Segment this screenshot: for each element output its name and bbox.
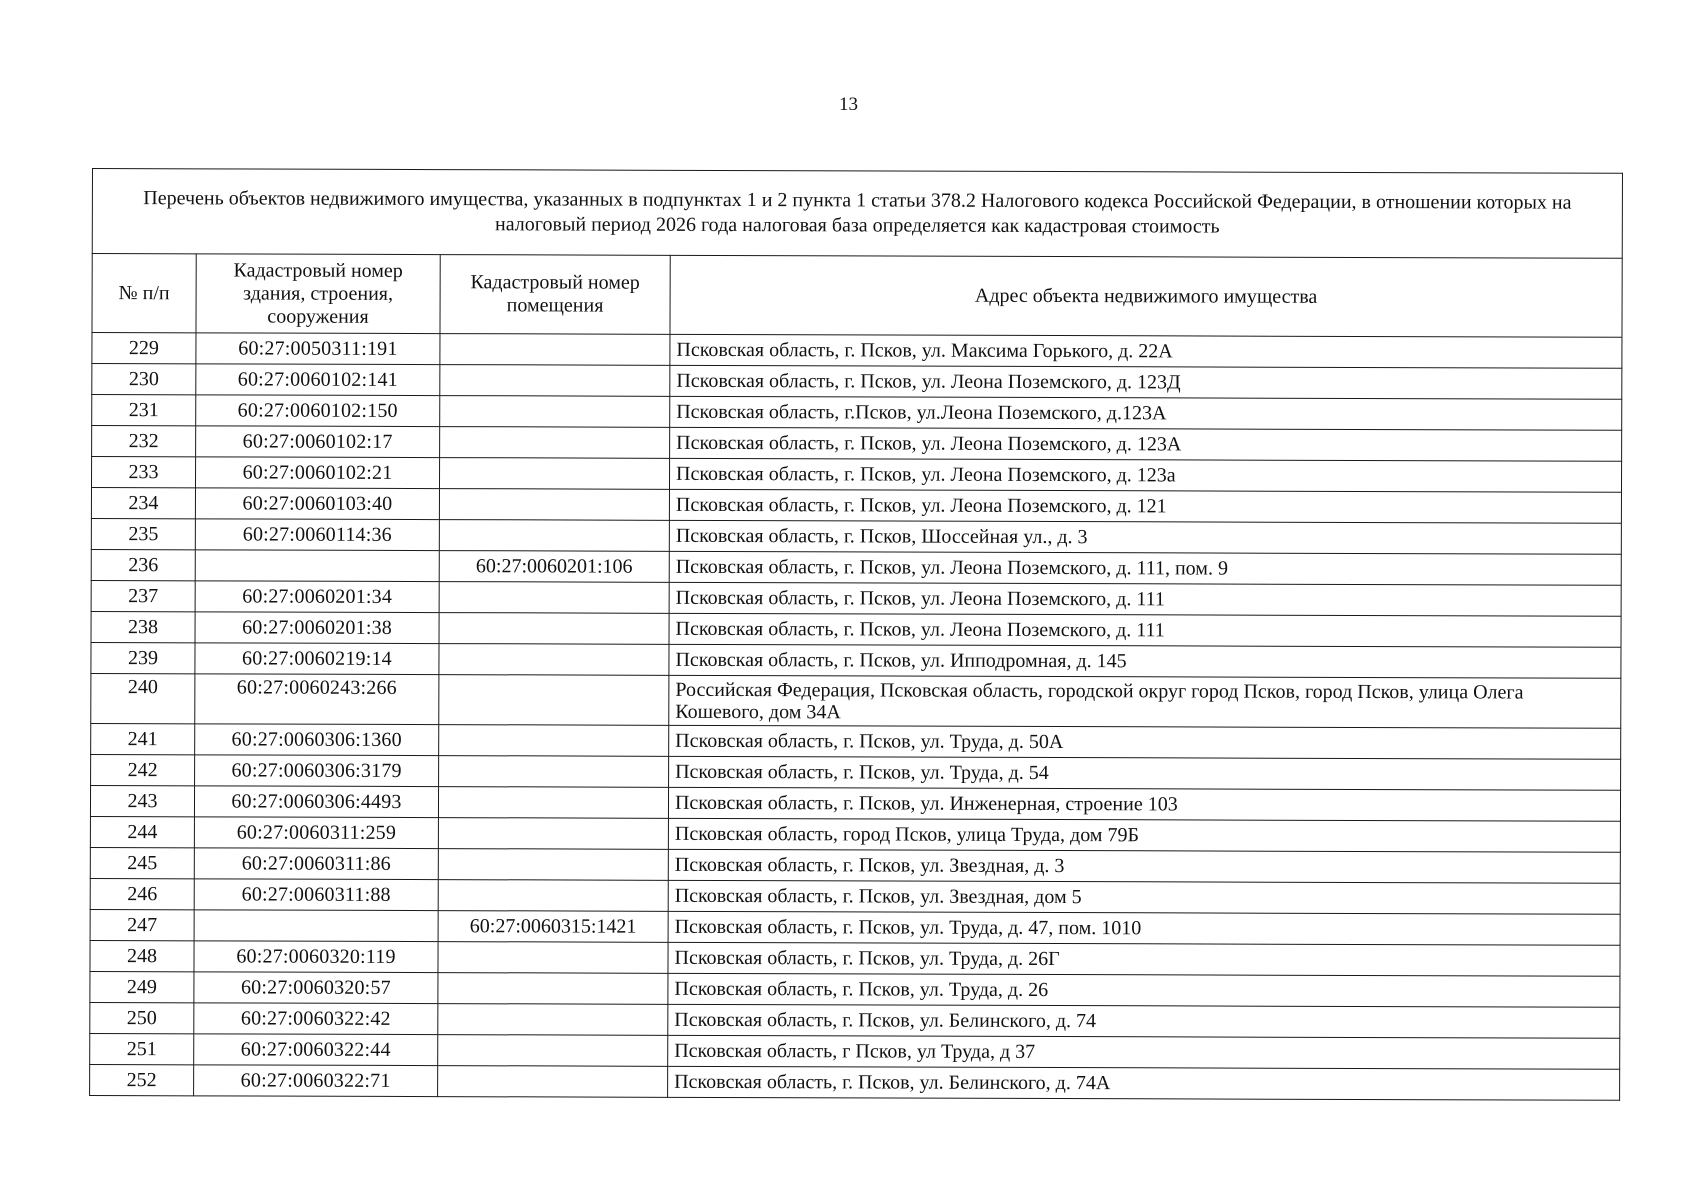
building-cadastral-cell: 60:27:0060114:36 (195, 519, 439, 551)
address-cell: Псковская область, г. Псков, ул. Максима Горького, д. 22А (670, 334, 1622, 368)
address-cell: Псковская область, г. Псков, ул. Труда, д. 54 (669, 756, 1621, 790)
room-cadastral-cell (439, 458, 669, 490)
table-row (92, 333, 1622, 369)
building-cadastral-cell: 60:27:0060311:259 (194, 817, 438, 849)
table-row (90, 1064, 1620, 1100)
room-cadastral-cell (440, 334, 670, 366)
building-cadastral-cell: 60:27:0060102:17 (196, 426, 440, 458)
row-number-cell: 242 (91, 754, 195, 785)
room-cadastral-cell (438, 973, 668, 1005)
room-cadastral-cell (440, 365, 670, 397)
address-cell: Псковская область, г. Псков, ул. Леона Поземского, д. 111 (669, 582, 1621, 616)
page-number: 13 (839, 94, 858, 115)
building-cadastral-cell: 60:27:0060103:40 (195, 488, 439, 520)
room-cadastral-cell: 60:27:0060315:1421 (438, 911, 668, 943)
address-cell: Псковская область, г. Псков, ул. Белинского, д. 74А (668, 1066, 1620, 1100)
property-registry-table (89, 168, 1623, 1101)
room-cadastral-cell (438, 1004, 668, 1036)
row-number-cell: 230 (92, 364, 196, 395)
row-number-cell: 245 (90, 847, 194, 878)
table-row (90, 971, 1620, 1007)
room-cadastral-cell (440, 427, 670, 459)
table-row (92, 395, 1622, 431)
table-row (91, 673, 1621, 728)
table-row (91, 611, 1621, 647)
row-number-cell: 247 (90, 909, 194, 940)
table-row (90, 847, 1620, 883)
room-cadastral-cell: 60:27:0060201:106 (439, 551, 669, 583)
building-cadastral-cell: 60:27:0060320:119 (194, 941, 438, 973)
room-cadastral-cell (438, 1066, 668, 1098)
building-cadastral-cell: 60:27:0060306:4493 (194, 786, 438, 818)
table-row (91, 488, 1621, 524)
address-cell: Псковская область, г. Псков, Шоссейная ул., д. 3 (669, 520, 1621, 554)
room-cadastral-cell (438, 1035, 668, 1067)
row-number-cell: 231 (92, 395, 196, 426)
address-cell: Псковская область, г.Псков, ул.Леона Поземского, д.123А (670, 396, 1622, 430)
address-cell: Псковская область, г. Псков, ул. Труда, д. 50А (669, 725, 1621, 759)
address-cell: Псковская область, г. Псков, ул. Леона Поземского, д. 111, пом. 9 (669, 551, 1621, 585)
building-cadastral-cell: 60:27:0060311:86 (194, 848, 438, 880)
row-number-cell: 252 (90, 1064, 194, 1095)
building-cadastral-cell: 60:27:0060322:71 (194, 1065, 438, 1097)
address-cell: Псковская область, г. Псков, ул. Звездная, д. 3 (668, 849, 1620, 883)
table-row (90, 878, 1620, 914)
address-cell: Псковская область, г. Псков, ул. Леона Поземского, д. 123А (670, 427, 1622, 461)
address-cell: Псковская область, г. Псков, ул. Звездная, дом 5 (668, 880, 1620, 914)
table-row (90, 909, 1620, 945)
address-cell: Псковская область, г. Псков, ул. Леона Поземского, д. 111 (669, 613, 1621, 647)
address-cell: Псковская область, г. Псков, ул. Инженерная, строение 103 (668, 787, 1620, 821)
building-cadastral-cell: 60:27:0060102:150 (196, 395, 440, 427)
building-cadastral-cell: 60:27:0060102:141 (196, 364, 440, 396)
address-cell: Псковская область, г. Псков, ул. Белинского, д. 74 (668, 1004, 1620, 1038)
table-row (92, 426, 1622, 462)
building-cadastral-cell: 60:27:0060243:266 (195, 674, 439, 725)
room-cadastral-cell (439, 725, 669, 757)
room-cadastral-cell (439, 582, 669, 614)
room-cadastral-cell (439, 613, 669, 645)
table-row (91, 723, 1621, 759)
table-row (91, 642, 1621, 678)
row-number-cell: 244 (90, 816, 194, 847)
address-cell: Псковская область, г. Псков, ул. Ипподромная, д. 145 (669, 644, 1621, 678)
room-cadastral-cell (439, 520, 669, 552)
building-cadastral-cell: 60:27:0060102:21 (195, 457, 439, 489)
row-number-cell: 243 (90, 785, 194, 816)
room-cadastral-cell (438, 880, 668, 912)
row-number-cell: 250 (90, 1002, 194, 1033)
table-row (90, 1033, 1620, 1069)
row-number-cell: 232 (92, 426, 196, 457)
table-title: Перечень объектов недвижимого имущества, указанных в подпунктах 1 и 2 пункта 1 статьи 378.2 Налогового кодекса Российской Федерации, в отношении которых на налоговый период 2026 года налоговая база определяется как кадастровая стоимость (92, 169, 1622, 259)
table-row (91, 580, 1621, 616)
table-row (92, 364, 1622, 400)
table-row (91, 549, 1621, 585)
table-row (90, 816, 1620, 852)
building-cadastral-cell: 60:27:0050311:191 (196, 333, 440, 365)
room-cadastral-cell (439, 644, 669, 676)
registry-sheet (89, 168, 1622, 1101)
building-cadastral-cell: 60:27:0060322:44 (194, 1034, 438, 1066)
row-number-cell: 239 (91, 642, 195, 673)
building-cadastral-cell (195, 550, 439, 582)
address-cell: Российская Федерация, Псковская область, городской округ город Псков, город Псков, улица Олега Кошевого, дом 34А (669, 675, 1621, 728)
header-building-cadastral: Кадастровый номер здания, строения, сооружения (196, 254, 440, 334)
address-cell: Псковская область, г. Псков, ул. Леона Поземского, д. 121 (669, 489, 1621, 523)
row-number-cell: 236 (91, 549, 195, 580)
building-cadastral-cell: 60:27:0060306:1360 (195, 724, 439, 756)
building-cadastral-cell (194, 910, 438, 942)
room-cadastral-cell (440, 396, 670, 428)
building-cadastral-cell: 60:27:0060320:57 (194, 972, 438, 1004)
room-cadastral-cell (438, 849, 668, 881)
row-number-cell: 240 (91, 673, 195, 723)
building-cadastral-cell: 60:27:0060306:3179 (195, 755, 439, 787)
room-cadastral-cell (438, 818, 668, 850)
table-body (90, 333, 1622, 1101)
address-cell: Псковская область, г. Псков, ул. Труда, д. 26 (668, 973, 1620, 1007)
row-number-cell: 235 (91, 518, 195, 549)
building-cadastral-cell: 60:27:0060201:38 (195, 612, 439, 644)
building-cadastral-cell: 60:27:0060322:42 (194, 1003, 438, 1035)
row-number-cell: 241 (91, 723, 195, 754)
room-cadastral-cell (439, 756, 669, 788)
building-cadastral-cell: 60:27:0060219:14 (195, 643, 439, 675)
row-number-cell: 248 (90, 940, 194, 971)
room-cadastral-cell (439, 489, 669, 521)
header-address: Адрес объекта недвижимого имущества (670, 255, 1622, 337)
header-room-cadastral: Кадастровый номер помещения (440, 255, 670, 335)
address-cell: Псковская область, город Псков, улица Труда, дом 79Б (668, 818, 1620, 852)
table-row (90, 1002, 1620, 1038)
row-number-cell: 229 (92, 333, 196, 364)
address-cell: Псковская область, г. Псков, ул. Леона Поземского, д. 123а (669, 458, 1621, 492)
row-number-cell: 237 (91, 580, 195, 611)
address-cell: Псковская область, г Псков, ул Труда, д 37 (668, 1035, 1620, 1069)
row-number-cell: 246 (90, 878, 194, 909)
room-cadastral-cell (438, 942, 668, 974)
row-number-cell: 233 (91, 457, 195, 488)
row-number-cell: 234 (91, 488, 195, 519)
table-row (90, 785, 1620, 821)
building-cadastral-cell: 60:27:0060311:88 (194, 879, 438, 911)
table-row (91, 754, 1621, 790)
room-cadastral-cell (438, 787, 668, 819)
row-number-cell: 251 (90, 1033, 194, 1064)
address-cell: Псковская область, г. Псков, ул. Труда, д. 26Г (668, 942, 1620, 976)
table-row (90, 940, 1620, 976)
header-num: № п/п (92, 254, 196, 333)
address-cell: Псковская область, г. Псков, ул. Леона Поземского, д. 123Д (670, 365, 1622, 399)
building-cadastral-cell: 60:27:0060201:34 (195, 581, 439, 613)
table-row (91, 518, 1621, 554)
table-row (91, 457, 1621, 493)
row-number-cell: 238 (91, 611, 195, 642)
room-cadastral-cell (439, 675, 669, 726)
row-number-cell: 249 (90, 971, 194, 1002)
address-cell: Псковская область, г. Псков, ул. Труда, д. 47, пом. 1010 (668, 911, 1620, 945)
